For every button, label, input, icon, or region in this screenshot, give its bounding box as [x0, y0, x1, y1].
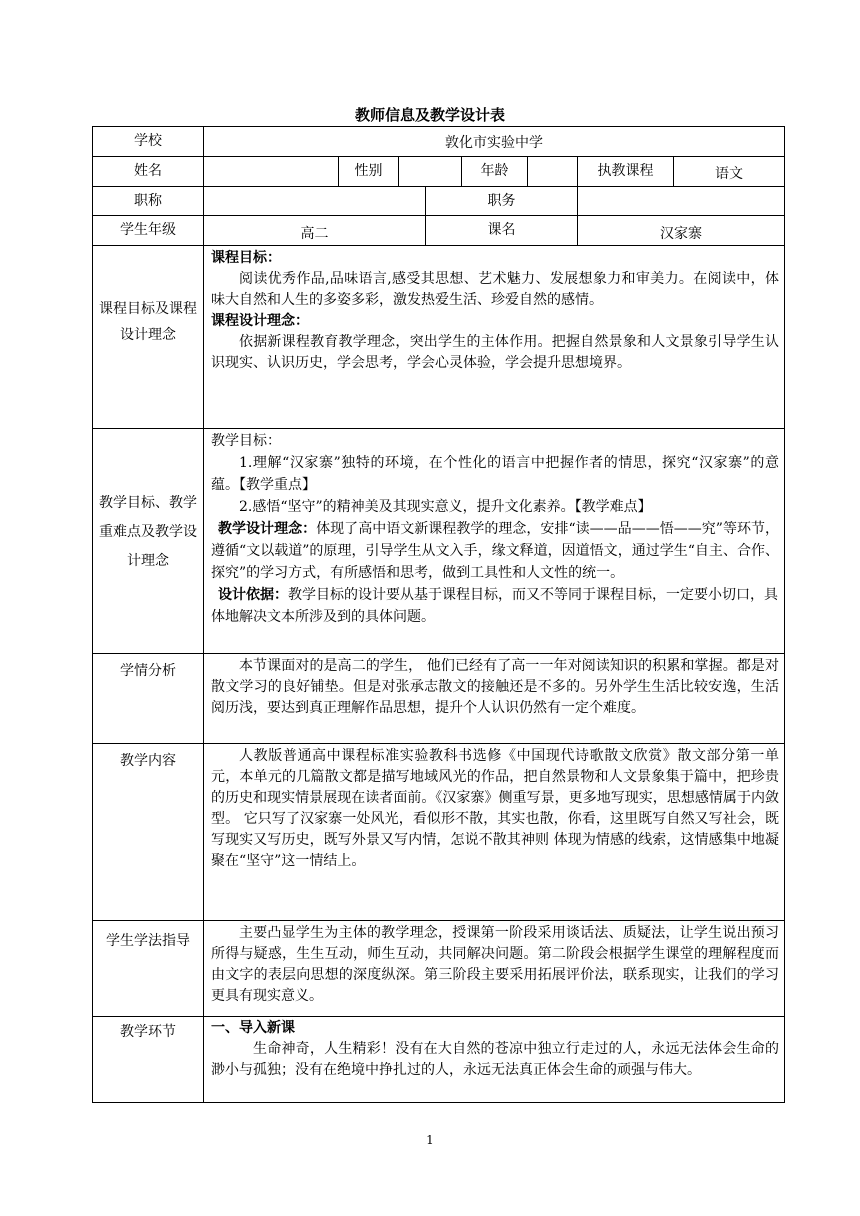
title-label: 职称 [134, 193, 162, 209]
course-value: 语文 [715, 166, 743, 182]
goals-label: 课程目标及课程设计理念 [99, 301, 197, 343]
design-basis-heading: 设计依据： [218, 587, 288, 603]
document-title: 教师信息及教学设计表 [354, 106, 505, 124]
page-number: 1 [426, 1133, 434, 1147]
design-concept-heading: 课程设计理念： [211, 313, 309, 329]
analysis-content [211, 656, 779, 719]
grade-label: 学生年级 [120, 222, 176, 238]
design-philosophy-text: 体现了高中语文新课程教学的理念，安排“读——品——悟——究”等环节，遵循“文以载道”的原理，引导学生从文入手，缘文释道，因道悟文，通过学生“自主、合作、探究”的学习方式，有所感悟和思考，做到工具性和人文性的统一。 [211, 521, 779, 581]
goals-heading: 课程目标： [211, 250, 281, 266]
position-label: 职务 [487, 193, 516, 209]
teaching-goals-heading: 教学目标： [211, 433, 281, 449]
teaching-goal-item-2: 2.感悟“坚守”的精神美及其现实意义，提升文化素养。【教学难点】 [239, 499, 652, 515]
content-content [211, 746, 779, 872]
method-content [211, 923, 779, 1007]
school-value: 敦化市实验中学 [445, 135, 543, 151]
design-philosophy-heading: 教学设计理念： [218, 521, 317, 537]
lesson-label: 课名 [487, 222, 516, 238]
process-content [211, 1018, 779, 1081]
method-text: 主要凸显学生为主体的教学理念，授课第一阶段采用谈话法、质疑法，让学生说出预习所得与疑惑，生生互动，师生互动，共同解决问题。第二阶段会根据学生课堂的理解程度而由文字的表层向思想的深度纵深。第三阶段主要采用拓展评价法，联系现实，让我们的学习更具有现实意义。 [211, 925, 779, 1004]
teaching-goal-item-1: 1.理解“汉家寨”独特的环境，在个性化的语言中把握作者的情思，探究“汉家寨”的意蕴。【教学重点】 [211, 455, 779, 493]
content-text: 人教版普通高中课程标准实验教科书选修《中国现代诗歌散文欣赏》散文部分第一单元，本单元的几篇散文都是描写地域风光的作品，把自然景物和人文景象集于篇中，把珍贵的历史和现实情景展现在读者面前。《汉家寨》侧重写景，更多地写现实，思想感情属于内敛型。 它只写了汉家寨一处风光，看似形不散，其实也散，你看，这里既写自然又写社会，既写现实又写历史，既写外景又写内情，怎说不散其神则 体现为情感的线索，这情感集中地凝聚在“坚守”这一情结上。 [211, 748, 779, 869]
age-label: 年龄 [480, 163, 509, 179]
lesson-value: 汉家寨 [660, 226, 702, 242]
goals-content [211, 248, 779, 374]
gender-label: 性别 [354, 163, 383, 179]
goals-paragraph: 阅读优秀作品,品味语言,感受其思想、艺术魅力、发展想象力和审美力。在阅读中，体味大自然和人生的多姿多彩，激发热爱生活、珍爱自然的感情。 [211, 271, 779, 308]
name-label: 姓名 [134, 163, 162, 179]
method-label: 学生学法指导 [106, 933, 190, 949]
design-basis-text: 教学目标的设计要从基于课程目标，而又不等同于课程目标，一定要小切口，具体地解决文本所涉及到的具体问题。 [211, 587, 778, 625]
analysis-label: 学情分析 [120, 663, 176, 679]
design-concept-paragraph: 依据新课程教育教学理念，突出学生的主体作用。把握自然景象和人文景象引导学生认识现实、认识历史，学会思考，学会心灵体验，学会提升思想境界。 [211, 334, 779, 371]
grade-value: 高二 [300, 226, 329, 242]
teaching-label: 教学目标、教学重难点及教学设计理念 [99, 495, 197, 569]
process-heading: 一、导入新课 [211, 1020, 295, 1036]
school-label: 学校 [134, 133, 162, 149]
analysis-text: 本节课面对的是高二的学生， 他们已经有了高一一年对阅读知识的积累和掌握。都是对散文学习的良好铺垫。但是对张承志散文的接触还是不多的。另外学生生活比较安逸，生活阅历浅，要达到真正理解作品思想，提升个人认识仍然有一定个难度。 [211, 658, 779, 716]
process-text: 生命神奇，人生精彩！没有在大自然的苍凉中独立行走过的人，永远无法体会生命的渺小与孤独；没有在绝境中挣扎过的人，永远无法真正体会生命的顽强与伟大。 [211, 1041, 779, 1078]
teaching-content [211, 430, 779, 628]
process-label: 教学环节 [120, 1024, 176, 1040]
course-label: 执教课程 [597, 163, 654, 179]
content-label: 教学内容 [120, 753, 176, 769]
